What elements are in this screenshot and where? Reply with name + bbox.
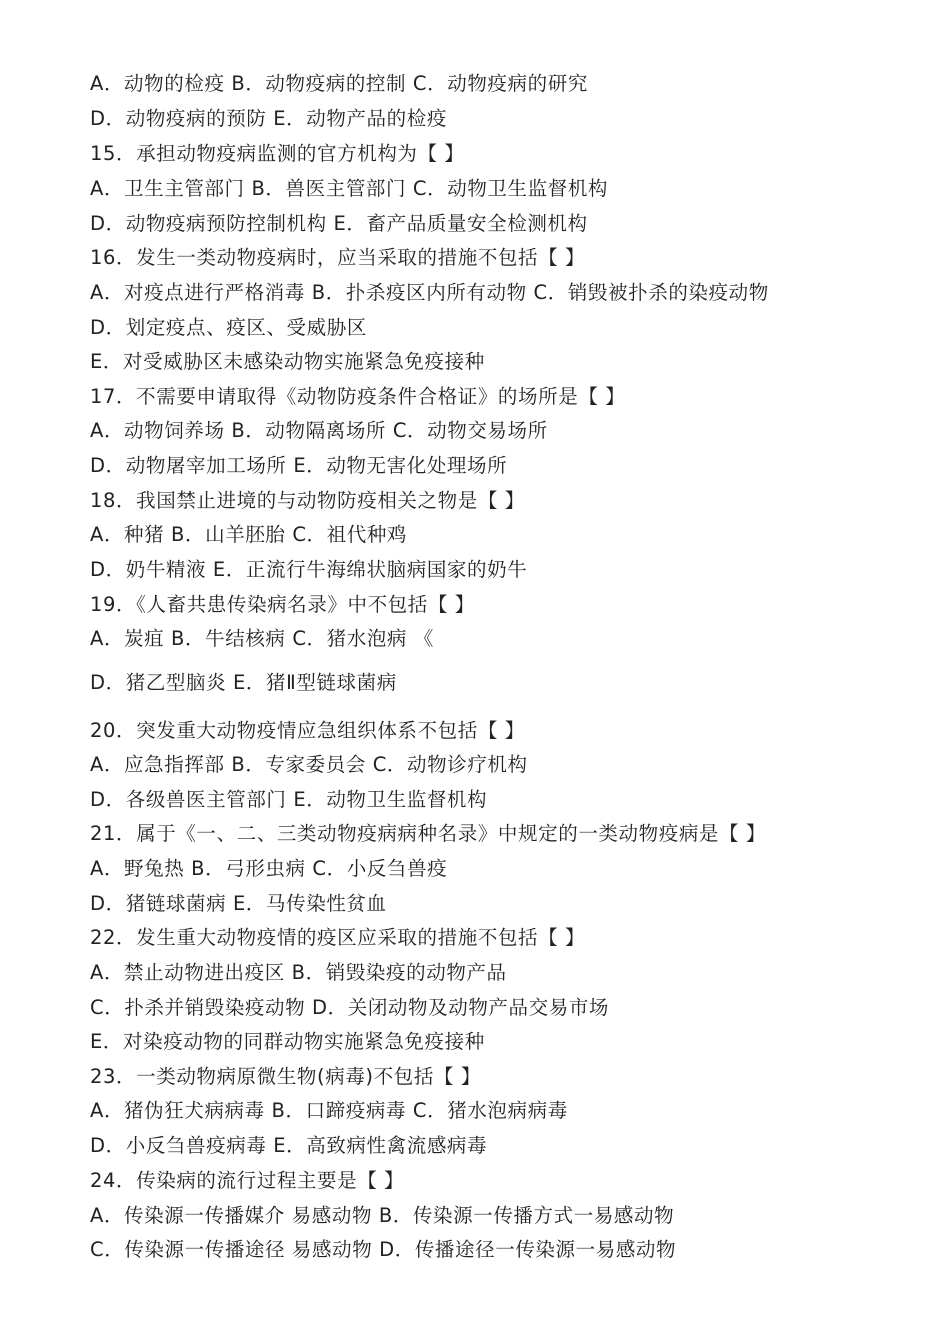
question-line: 19．《人畜共患传染病名录》中不包括【 】 — [90, 593, 475, 616]
text-line: D．划定疫点、疫区、受威胁区 — [90, 316, 367, 339]
text-line: A．应急指挥部 B．专家委员会 C．动物诊疗机构 — [90, 753, 528, 776]
text-line: A．野兔热 B．弓形虫病 C．小反刍兽疫 — [90, 857, 448, 880]
text-line: A．卫生主管部门 B．兽医主管部门 C．动物卫生监督机构 — [90, 177, 609, 200]
text-line: D．各级兽医主管部门 E．动物卫生监督机构 — [90, 788, 488, 811]
question-line: 22．发生重大动物疫情的疫区应采取的措施不包括【 】 — [90, 926, 586, 949]
question-line: 23．一类动物病原微生物(病毒)不包括【 】 — [90, 1065, 481, 1088]
text-line: D．猪链球菌病 E．马传染性贫血 — [90, 892, 387, 915]
text-line: A．炭疽 B．牛结核病 C．猪水泡病 《 — [90, 627, 434, 650]
text-line: D．动物疫病预防控制机构 E．畜产品质量安全检测机构 — [90, 212, 588, 235]
question-line: 21．属于《一、二、三类动物疫病病种名录》中规定的一类动物疫病是【 】 — [90, 822, 767, 845]
question-line: 18．我国禁止进境的与动物防疫相关之物是【 】 — [90, 489, 525, 512]
question-line: 20．突发重大动物疫情应急组织体系不包括【 】 — [90, 719, 525, 742]
text-line: A．种猪 B．山羊胚胎 C．祖代种鸡 — [90, 523, 408, 546]
question-line: 24．传染病的流行过程主要是【 】 — [90, 1169, 405, 1192]
question-line: 17．不需要申请取得《动物防疫条件合格证》的场所是【 】 — [90, 385, 626, 408]
text-line: E．对染疫动物的同群动物实施紧急免疫接种 — [90, 1030, 485, 1053]
text-line: D．小反刍兽疫病毒 E．高致病性禽流感病毒 — [90, 1134, 488, 1157]
text-line: A．对疫点进行严格消毒 B．扑杀疫区内所有动物 C．销毁被扑杀的染疫动物 — [90, 281, 769, 304]
text-line: D．动物屠宰加工场所 E．动物无害化处理场所 — [90, 454, 508, 477]
text-line: C．传染源一传播途径 易感动物 D．传播途径一传染源一易感动物 — [90, 1238, 677, 1261]
text-line: A．动物的检疫 B．动物疫病的控制 C．动物疫病的研究 — [90, 72, 588, 95]
text-line: A．动物饲养场 B．动物隔离场所 C．动物交易场所 — [90, 419, 548, 442]
text-line: A．传染源一传播媒介 易感动物 B．传染源一传播方式一易感动物 — [90, 1204, 675, 1227]
text-line: E．对受威胁区未感染动物实施紧急免疫接种 — [90, 350, 485, 373]
text-line: D．猪乙型脑炎 E．猪Ⅱ型链球菌病 — [90, 671, 397, 694]
text-line: C．扑杀并销毁染疫动物 D．关闭动物及动物产品交易市场 — [90, 996, 610, 1019]
text-line: A．禁止动物进出疫区 B．销毁染疫的动物产品 — [90, 961, 507, 984]
question-line: 16．发生一类动物疫病时，应当采取的措施不包括【 】 — [90, 246, 586, 269]
question-line: 15．承担动物疫病监测的官方机构为【 】 — [90, 142, 465, 165]
text-line: A．猪伪狂犬病病毒 B．口蹄疫病毒 C．猪水泡病病毒 — [90, 1099, 568, 1122]
text-line: D．奶牛精液 E．正流行牛海绵状脑病国家的奶牛 — [90, 558, 528, 581]
text-line: D．动物疫病的预防 E．动物产品的检疫 — [90, 107, 447, 130]
